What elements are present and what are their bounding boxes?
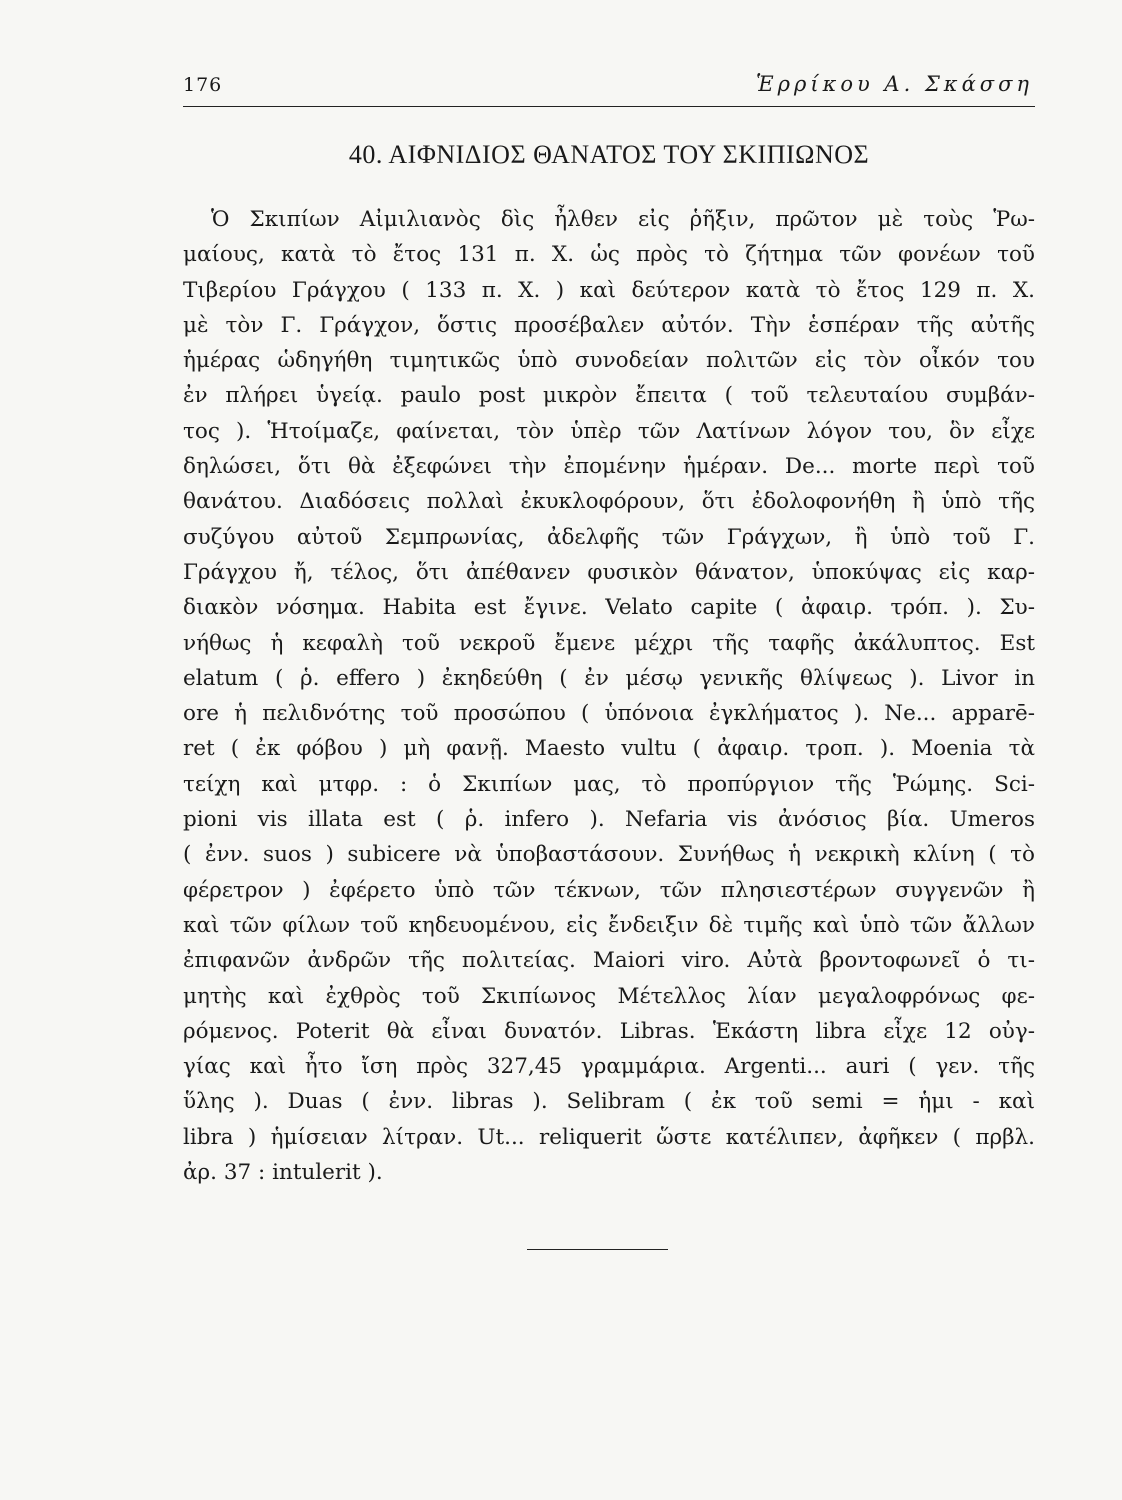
text-line: τος ). Ἡτοίμαζε, φαίνεται, τὸν ὑπὲρ τῶν Λατίνων λόγον του, ὃν εἶχε	[183, 418, 1035, 444]
text-line: φέρετρον ) ἐφέρετο ὑπὸ τῶν τέκνων, τῶν πλησιεστέρων συγγενῶν ἢ	[183, 877, 1035, 903]
text-line: ἡμέρας ὡδηγήθη τιμητικῶς ὑπὸ συνοδείαν πολιτῶν εἰς τὸν οἶκόν του	[183, 348, 1035, 374]
text-line: γίας καὶ ἦτο ἴση πρὸς 327,45 γραμμάρια. Argenti... auri ( γεν. τῆς	[183, 1054, 1035, 1080]
text-line: ἀρ. 37 : intulerit ).	[183, 1160, 383, 1186]
text-line: μητὴς καὶ ἐχθρὸς τοῦ Σκιπίωνος Μέτελλος λίαν μεγαλοφρόνως φε-	[183, 983, 1035, 1009]
text-line: pioni vis illata est ( ῥ. infero ). Nefaria vis ἀνόσιος βία. Umeros	[183, 807, 1035, 833]
text-line: νήθως ἡ κεφαλὴ τοῦ νεκροῦ ἔμενε μέχρι τῆς ταφῆς ἀκάλυπτος. Est	[183, 630, 1035, 656]
text-line: συζύγου αὐτοῦ Σεμπρωνίας, ἀδελφῆς τῶν Γράγχων, ἢ ὑπὸ τοῦ Γ.	[183, 524, 1035, 550]
text-line: Ὁ Σκιπίων Αἰμιλιανὸς δὶς ἦλθεν εἰς ῥῆξιν, πρῶτον μὲ τοὺς Ῥω-	[211, 207, 1035, 232]
body-text	[183, 202, 1035, 1190]
page-header	[183, 70, 1035, 104]
section-title: 40. ΑΙΦΝΙΔΙΟΣ ΘΑΝΑΤΟΣ ΤΟΥ ΣΚΙΠΙΩΝΟΣ	[348, 140, 870, 169]
text-line: διακὸν νόσημα. Habita est ἔγινε. Velato capite ( ἀφαιρ. τρόπ. ). Συ-	[183, 595, 1035, 621]
text-line: δηλώσει, ὅτι θὰ ἐξεφώνει τὴν ἐπομένην ἡμέραν. De... morte περὶ τοῦ	[183, 454, 1035, 480]
text-line: Γράγχου ἤ, τέλος, ὅτι ἀπέθανεν φυσικὸν θάνατον, ὑποκύψας εἰς καρ-	[183, 559, 1035, 585]
text-line: ret ( ἐκ φόβου ) μὴ φανῇ. Maesto vultu ( ἀφαιρ. τροπ. ). Moenia τὰ	[183, 736, 1035, 762]
page-number: 176	[183, 74, 223, 96]
text-line: ρόμενος. Poterit θὰ εἶναι δυνατόν. Libras. Ἑκάστη libra εἶχε 12 οὐγ-	[183, 1018, 1035, 1044]
text-line: ἐν πλήρει ὑγείᾳ. paulo post μικρὸν ἔπειτα ( τοῦ τελευταίου συμβάν-	[183, 383, 1035, 409]
text-line: ὕλης ). Duas ( ἐνν. libras ). Selibram ( ἐκ τοῦ semi = ἡμι - καὶ	[183, 1089, 1035, 1115]
text-line: μαίους, κατὰ τὸ ἔτος 131 π. Χ. ὡς πρὸς τὸ ζήτημα τῶν φονέων τοῦ	[183, 242, 1035, 268]
end-rule	[527, 1249, 668, 1250]
text-line: θανάτου. Διαδόσεις πολλαὶ ἐκυκλοφόρουν, ὅτι ἐδολοφονήθη ἢ ὑπὸ τῆς	[183, 489, 1035, 515]
header-rule	[183, 106, 1035, 107]
text-line: τείχη καὶ μτφρ. : ὁ Σκιπίων μας, τὸ προπύργιον τῆς Ῥώμης. Sci-	[183, 771, 1035, 797]
text-line: ore ἡ πελιδνότης τοῦ προσώπου ( ὑπόνοια ἐγκλήματος ). Ne... apparē-	[183, 701, 1035, 727]
text-line: libra ) ἡμίσειαν λίτραν. Ut... reliquerit ὥστε κατέλιπεν, ἀφῆκεν ( πρβλ.	[183, 1124, 1035, 1150]
text-line: Τιβερίου Γράγχου ( 133 π. Χ. ) καὶ δεύτερον κατὰ τὸ ἔτος 129 π. Χ.	[183, 277, 1035, 303]
text-line: μὲ τὸν Γ. Γράγχον, ὅστις προσέβαλεν αὐτόν. Τὴν ἑσπέραν τῆς αὐτῆς	[183, 312, 1035, 338]
text-line: ἐπιφανῶν ἀνδρῶν τῆς πολιτείας. Maiori viro. Αὐτὰ βροντοφωνεῖ ὁ τι-	[183, 948, 1035, 974]
text-line: ( ἐνν. suos ) subicere νὰ ὑποβαστάσουν. Συνήθως ἡ νεκρικὴ κλίνη ( τὸ	[183, 842, 1035, 868]
text-line: elatum ( ῥ. effero ) ἐκηδεύθη ( ἐν μέσῳ γενικῆς θλίψεως ). Livor in	[183, 665, 1035, 691]
running-head: Ἑρρίκου Α. Σκάσση	[755, 72, 1033, 96]
text-line: καὶ τῶν φίλων τοῦ κηδευομένου, εἰς ἔνδειξιν δὲ τιμῆς καὶ ὑπὸ τῶν ἄλλων	[183, 912, 1035, 938]
